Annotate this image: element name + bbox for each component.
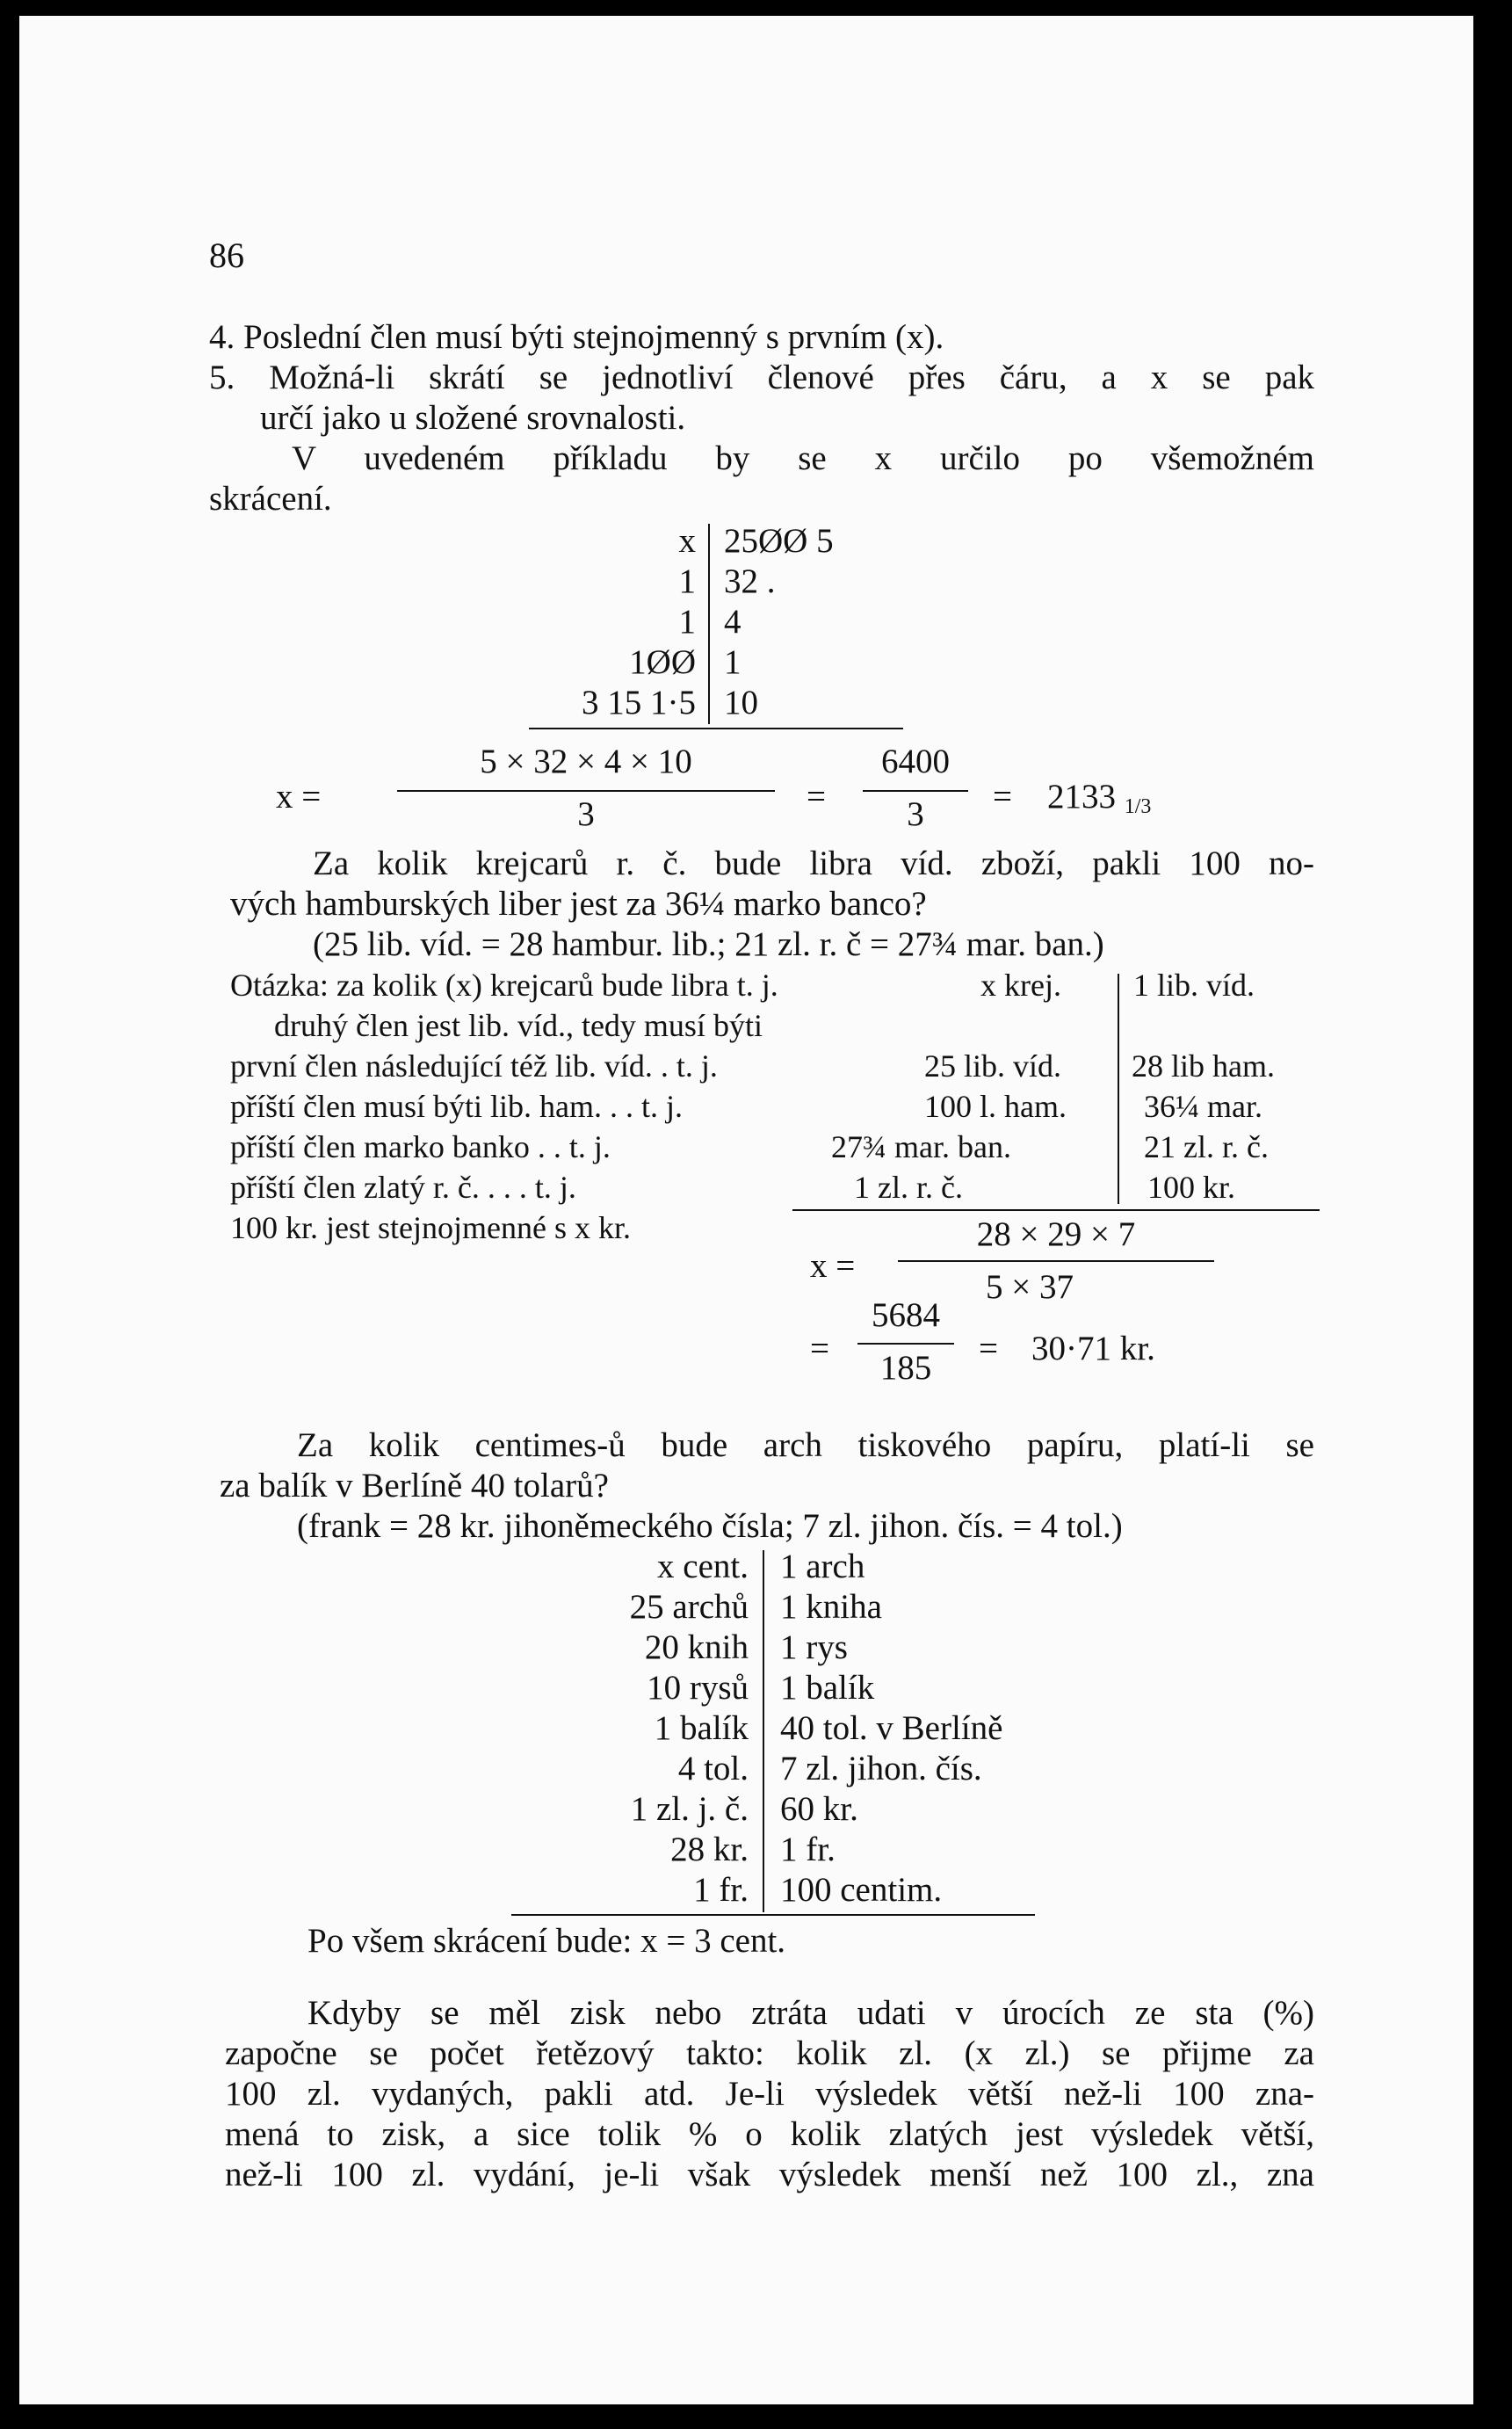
chain-left-4: 1ØØ: [629, 643, 696, 681]
result-1: [1047, 777, 1151, 827]
problem-2-line-2: vých hamburských liber jest za 36¼ marko banco?: [230, 885, 927, 923]
p2-chain-underline: [792, 1209, 1320, 1211]
p2-row-4-right: 36¼ mar.: [1144, 1089, 1262, 1124]
p3-left-7: 1 zl. j. č.: [630, 1790, 749, 1828]
chain-left-1: x: [678, 522, 696, 560]
p2-row-1-left: Otázka: za kolik (x) krejcarů bude libra t. j.: [230, 968, 778, 1003]
p2-row-5-left: příští člen marko banko . . t. j.: [230, 1129, 611, 1164]
chain-left-3: 1: [678, 603, 696, 641]
fraction-bar-2: [863, 790, 968, 792]
equals-2: =: [807, 778, 826, 816]
p2-row-5-mid: 27¾ mar. ban.: [831, 1129, 1011, 1164]
p3-left-1: x cent.: [657, 1548, 749, 1585]
rule-5-line-2: určí jako u složené srovnalosti.: [260, 399, 686, 437]
p3-right-1: 1 arch: [780, 1548, 865, 1585]
closing-line-3: 100 zl. vydaných, pakli atd. Je-li výsledek větší než-li 100 zna-: [225, 2075, 1314, 2113]
p2-row-3-right: 28 lib ham.: [1132, 1048, 1275, 1084]
p3-right-8: 1 fr.: [780, 1831, 836, 1868]
p3-left-5: 1 balík: [654, 1709, 749, 1747]
p2-result: 30·71 kr.: [1031, 1330, 1155, 1367]
p2-row-1-right: 1 lib. víd.: [1133, 968, 1255, 1003]
problem-3-line-1: Za kolik centimes-ů bude arch tiskového papíru, platí-li se: [297, 1426, 1314, 1464]
p2-row-2-left: druhý člen jest lib. víd., tedy musí býti: [274, 1008, 763, 1043]
fraction-bar-1: [397, 790, 775, 792]
equals-3: =: [993, 778, 1012, 816]
p3-right-3: 1 rys: [780, 1628, 848, 1666]
p2-numerator: 28 × 29 × 7: [976, 1215, 1136, 1253]
chain-underline: [529, 728, 903, 729]
p2-denominator-2: 185: [879, 1349, 932, 1387]
intro-line-1: V uvedeném příkladu by se x určilo po všemožném: [292, 439, 1314, 477]
page-number: 86: [209, 236, 244, 275]
p3-left-3: 20 knih: [644, 1628, 749, 1666]
p3-left-2: 25 archů: [629, 1588, 749, 1626]
p3-right-7: 60 kr.: [780, 1790, 858, 1828]
closing-line-5: než-li 100 zl. vydání, je-li však výsledek menší než 100 zl., zna: [225, 2156, 1314, 2193]
chain-left-2: 1: [678, 562, 696, 600]
p2-numerator-2: 5684: [872, 1296, 940, 1334]
problem-2-line-1: Za kolik krejcarů r. č. bude libra víd. zboží, pakli 100 no-: [313, 845, 1314, 882]
p3-result: Po všem skrácení bude: x = 3 cent.: [307, 1922, 786, 1960]
closing-line-1: Kdyby se měl zisk nebo ztráta udati v úrocích ze sta (%): [307, 1994, 1314, 2032]
chain-right-1: 25ØØ 5: [724, 522, 834, 560]
p3-right-5: 40 tol. v Berlíně: [780, 1709, 1003, 1747]
p3-right-2: 1 kniha: [780, 1588, 882, 1626]
p2-row-4-mid: 100 l. ham.: [924, 1089, 1067, 1124]
p3-left-8: 28 kr.: [670, 1831, 749, 1868]
p2-x-equals: x =: [810, 1247, 856, 1285]
p2-fraction-bar-1: [898, 1260, 1214, 1262]
p2-denominator: 5 × 37: [986, 1268, 1074, 1306]
p2-row-3-left: první člen následující též lib. víd. . t. j.: [230, 1048, 718, 1084]
result-1-fraction: 1/3: [1124, 795, 1152, 818]
formula-denominator: 3: [577, 795, 595, 833]
p2-fraction-bar-2: [857, 1343, 954, 1345]
book-page: [19, 16, 1473, 2404]
p3-chain-underline: [511, 1914, 1035, 1916]
problem-2-given: (25 lib. víd. = 28 hambur. lib.; 21 zl. r. č = 27¾ mar. ban.): [313, 925, 1104, 963]
problem-3-line-2: za balík v Berlíně 40 tolarů?: [220, 1467, 609, 1505]
chain-right-3: 4: [724, 603, 742, 641]
p2-last-note: 100 kr. jest stejnojmenné s x kr.: [230, 1210, 631, 1245]
p2-chain-divider: [1118, 974, 1119, 1204]
p3-chain-divider: [763, 1550, 764, 1912]
p2-row-4-left: příští člen musí býti lib. ham. . . t. j.: [230, 1089, 683, 1124]
x-equals: x =: [276, 778, 322, 816]
p2-row-6-mid: 1 zl. r. č.: [854, 1170, 963, 1205]
p2-row-5-right: 21 zl. r. č.: [1144, 1129, 1269, 1164]
p3-left-4: 10 rysů: [647, 1669, 749, 1707]
p2-row-6-left: příští člen zlatý r. č. . . . t. j.: [230, 1170, 576, 1205]
formula-numerator: 5 × 32 × 4 × 10: [480, 743, 692, 780]
p3-right-9: 100 centim.: [780, 1871, 943, 1909]
chain-right-2: 32 .: [724, 562, 776, 600]
chain-right-4: 1: [724, 643, 742, 681]
p2-row-3-mid: 25 lib. víd.: [924, 1048, 1062, 1084]
chain-left-5: 3 15 1·5: [582, 684, 696, 721]
rule-4: 4. Poslední člen musí býti stejnojmenný s prvním (x).: [209, 318, 944, 356]
p3-left-9: 1 fr.: [693, 1871, 749, 1909]
p2-row-6-right: 100 kr.: [1147, 1170, 1236, 1205]
p2-equals-3: =: [979, 1330, 998, 1367]
rule-5-line-1: 5. Možná-li skrátí se jednotliví členové přes čáru, a x se pak: [209, 359, 1314, 396]
formula-numerator-2: 6400: [881, 743, 950, 780]
p3-left-6: 4 tol.: [677, 1750, 749, 1787]
chain-divider: [708, 524, 710, 724]
formula-denominator-2: 3: [907, 795, 924, 833]
p3-right-6: 7 zl. jihon. čís.: [780, 1750, 982, 1787]
p2-row-1-mid: x krej.: [980, 968, 1061, 1003]
chain-right-5: 10: [724, 684, 758, 721]
p2-equals-2: =: [810, 1330, 829, 1367]
result-1-integer: 2133: [1047, 778, 1116, 816]
closing-line-4: mená to zisk, a sice tolik % o kolik zlatých jest výsledek větší,: [225, 2115, 1314, 2153]
p3-right-4: 1 balík: [780, 1669, 875, 1707]
problem-3-given: (frank = 28 kr. jihoněmeckého čísla; 7 zl. jihon. čís. = 4 tol.): [297, 1507, 1123, 1545]
intro-line-2: skrácení.: [209, 480, 332, 518]
closing-line-2: započne se počet řetězový takto: kolik zl. (x zl.) se přijme za: [225, 2034, 1314, 2072]
